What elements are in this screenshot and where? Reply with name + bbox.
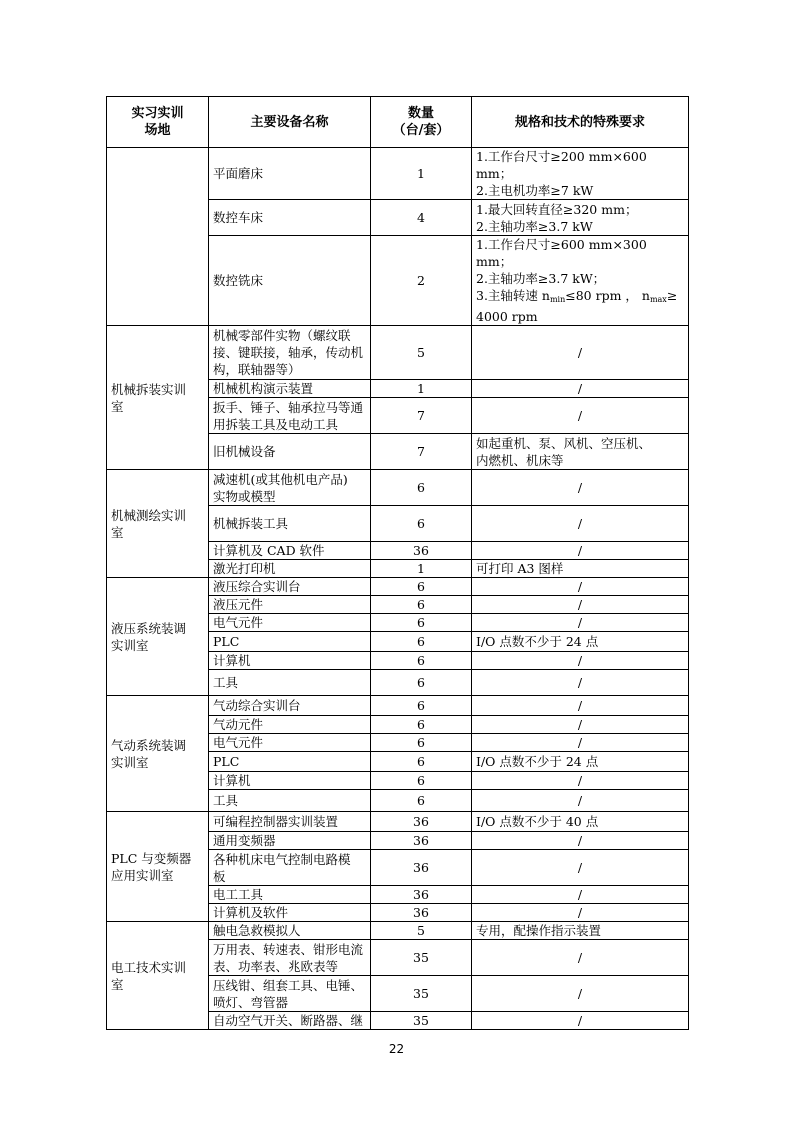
- spec-speed-mid: ≤80 rpm ， n: [565, 288, 650, 303]
- table-row: [107, 578, 689, 596]
- spec-speed-end: 4000 rpm: [476, 309, 538, 324]
- spec-speed-sub2: max: [649, 295, 667, 304]
- equipment-name-cell: 液压元件: [209, 596, 371, 614]
- equipment-name-cell: 各种机床电气控制电路模 板: [209, 850, 371, 886]
- quantity-cell: 35: [371, 1012, 472, 1030]
- spec-cell: /: [472, 614, 689, 632]
- table-row: [107, 470, 689, 506]
- spec-speed-post: ≥: [666, 288, 678, 303]
- quantity-cell: 36: [371, 904, 472, 922]
- site-cell: 机械拆装实训 室: [107, 326, 209, 470]
- spec-cell: 可打印 A3 图样: [472, 560, 689, 578]
- spec-line: 1.工作台尺寸≥600 mm×300 mm；: [476, 237, 647, 269]
- spec-cell: /: [472, 542, 689, 560]
- quantity-cell: 7: [371, 434, 472, 470]
- header-qty: 数量 （台/套）: [371, 97, 472, 148]
- table-body: [107, 148, 689, 1030]
- spec-cell: I/O 点数不少于 24 点: [472, 752, 689, 772]
- quantity-cell: 6: [371, 470, 472, 506]
- spec-speed-pre: 3.主轴转速 n: [476, 288, 550, 303]
- quantity-cell: 5: [371, 326, 472, 380]
- equipment-name-cell: 液压综合实训台: [209, 578, 371, 596]
- equipment-name-cell: 平面磨床: [209, 148, 371, 200]
- spec-cell: 如起重机、泵、风机、空压机、 内燃机、机床等: [472, 434, 689, 470]
- spec-cell: /: [472, 652, 689, 670]
- table-row: [107, 326, 689, 380]
- spec-speed-sub1: min: [549, 295, 566, 304]
- equipment-name-cell: 工具: [209, 790, 371, 812]
- quantity-cell: 6: [371, 578, 472, 596]
- quantity-cell: 6: [371, 652, 472, 670]
- equipment-name-cell: 机械机构演示装置: [209, 380, 371, 398]
- quantity-cell: 6: [371, 632, 472, 652]
- equipment-name-cell: 电工工具: [209, 886, 371, 904]
- spec-cell: /: [472, 1012, 689, 1030]
- quantity-cell: 1: [371, 148, 472, 200]
- equipment-name-cell: 电气元件: [209, 614, 371, 632]
- equipment-name-cell: 工具: [209, 670, 371, 696]
- quantity-cell: 6: [371, 670, 472, 696]
- quantity-cell: 35: [371, 976, 472, 1012]
- quantity-cell: 35: [371, 940, 472, 976]
- equipment-table: [106, 96, 689, 1030]
- spec-cell: /: [472, 790, 689, 812]
- table-row: [107, 148, 689, 200]
- spec-cell: /: [472, 886, 689, 904]
- site-cell: PLC 与变频器 应用实训室: [107, 812, 209, 922]
- quantity-cell: 7: [371, 398, 472, 434]
- header-spec: 规格和技术的特殊要求: [472, 97, 689, 148]
- spec-cell: /: [472, 832, 689, 850]
- spec-cell: /: [472, 398, 689, 434]
- quantity-cell: 36: [371, 850, 472, 886]
- spec-cell: 1.最大回转直径≥320 mm； 2.主轴功率≥3.7 kW: [472, 200, 689, 236]
- equipment-name-cell: 触电急救模拟人: [209, 922, 371, 940]
- site-cell: 电工技术实训 室: [107, 922, 209, 1030]
- equipment-name-cell: 计算机及 CAD 软件: [209, 542, 371, 560]
- spec-cell: I/O 点数不少于 24 点: [472, 632, 689, 652]
- spec-cell: /: [472, 578, 689, 596]
- quantity-cell: 1: [371, 560, 472, 578]
- quantity-cell: 5: [371, 922, 472, 940]
- quantity-cell: 1: [371, 380, 472, 398]
- spec-cell: /: [472, 696, 689, 716]
- quantity-cell: 6: [371, 772, 472, 790]
- equipment-name-cell: 激光打印机: [209, 560, 371, 578]
- quantity-cell: 6: [371, 614, 472, 632]
- spec-cell: /: [472, 940, 689, 976]
- site-cell: 机械测绘实训 室: [107, 470, 209, 578]
- quantity-cell: 2: [371, 236, 472, 326]
- spec-cell: 1.工作台尺寸≥200 mm×600 mm； 2.主电机功率≥7 kW: [472, 148, 689, 200]
- spec-cell: /: [472, 506, 689, 542]
- quantity-cell: 36: [371, 812, 472, 832]
- equipment-name-cell: 通用变频器: [209, 832, 371, 850]
- quantity-cell: 6: [371, 506, 472, 542]
- equipment-name-cell: 减速机(或其他机电产品) 实物或模型: [209, 470, 371, 506]
- equipment-name-cell: 计算机及软件: [209, 904, 371, 922]
- quantity-cell: 6: [371, 790, 472, 812]
- table-row: [107, 696, 689, 716]
- equipment-name-cell: 机械零部件实物（螺纹联 接、键联接，轴承，传动机 构，联轴器等）: [209, 326, 371, 380]
- spec-cell: /: [472, 326, 689, 380]
- equipment-name-cell: 计算机: [209, 772, 371, 790]
- equipment-name-cell: 万用表、转速表、钳形电流 表、功率表、兆欧表等: [209, 940, 371, 976]
- spec-cell: I/O 点数不少于 40 点: [472, 812, 689, 832]
- quantity-cell: 6: [371, 596, 472, 614]
- spec-cell: [472, 236, 689, 326]
- equipment-name-cell: 扳手、锤子、轴承拉马等通 用拆装工具及电动工具: [209, 398, 371, 434]
- spec-cell: /: [472, 734, 689, 752]
- quantity-cell: 6: [371, 696, 472, 716]
- site-cell: [107, 148, 209, 326]
- spec-cell: /: [472, 904, 689, 922]
- quantity-cell: 6: [371, 752, 472, 772]
- spec-cell: /: [472, 772, 689, 790]
- equipment-name-cell: 气动综合实训台: [209, 696, 371, 716]
- quantity-cell: 6: [371, 734, 472, 752]
- table-row: [107, 812, 689, 832]
- equipment-name-cell: 计算机: [209, 652, 371, 670]
- spec-cell: /: [472, 380, 689, 398]
- equipment-name-cell: 数控车床: [209, 200, 371, 236]
- quantity-cell: 6: [371, 716, 472, 734]
- equipment-name-cell: 自动空气开关、断路器、继: [209, 1012, 371, 1030]
- equipment-name-cell: 数控铣床: [209, 236, 371, 326]
- header-row: [107, 97, 689, 148]
- spec-line-speed: [476, 287, 684, 308]
- header-name: 主要设备名称: [209, 97, 371, 148]
- equipment-name-cell: 电气元件: [209, 734, 371, 752]
- quantity-cell: 36: [371, 542, 472, 560]
- spec-cell: /: [472, 716, 689, 734]
- quantity-cell: 4: [371, 200, 472, 236]
- equipment-name-cell: 压线钳、组套工具、电锤、 喷灯、弯管器: [209, 976, 371, 1012]
- site-cell: 液压系统装调 实训室: [107, 578, 209, 696]
- spec-cell: /: [472, 596, 689, 614]
- page-number: 22: [388, 1042, 405, 1056]
- spec-cell: 专用，配操作指示装置: [472, 922, 689, 940]
- site-cell: 气动系统装调 实训室: [107, 696, 209, 812]
- spec-cell: /: [472, 470, 689, 506]
- equipment-name-cell: 可编程控制器实训装置: [209, 812, 371, 832]
- equipment-name-cell: 机械拆装工具: [209, 506, 371, 542]
- quantity-cell: 36: [371, 886, 472, 904]
- spec-cell: /: [472, 670, 689, 696]
- spec-cell: /: [472, 976, 689, 1012]
- equipment-name-cell: 气动元件: [209, 716, 371, 734]
- quantity-cell: 36: [371, 832, 472, 850]
- header-site: 实习实训 场地: [107, 97, 209, 148]
- spec-line: 2.主轴功率≥3.7 kW；: [476, 271, 606, 286]
- spec-cell: /: [472, 850, 689, 886]
- equipment-name-cell: PLC: [209, 632, 371, 652]
- table-row: [107, 922, 689, 940]
- equipment-name-cell: 旧机械设备: [209, 434, 371, 470]
- equipment-name-cell: PLC: [209, 752, 371, 772]
